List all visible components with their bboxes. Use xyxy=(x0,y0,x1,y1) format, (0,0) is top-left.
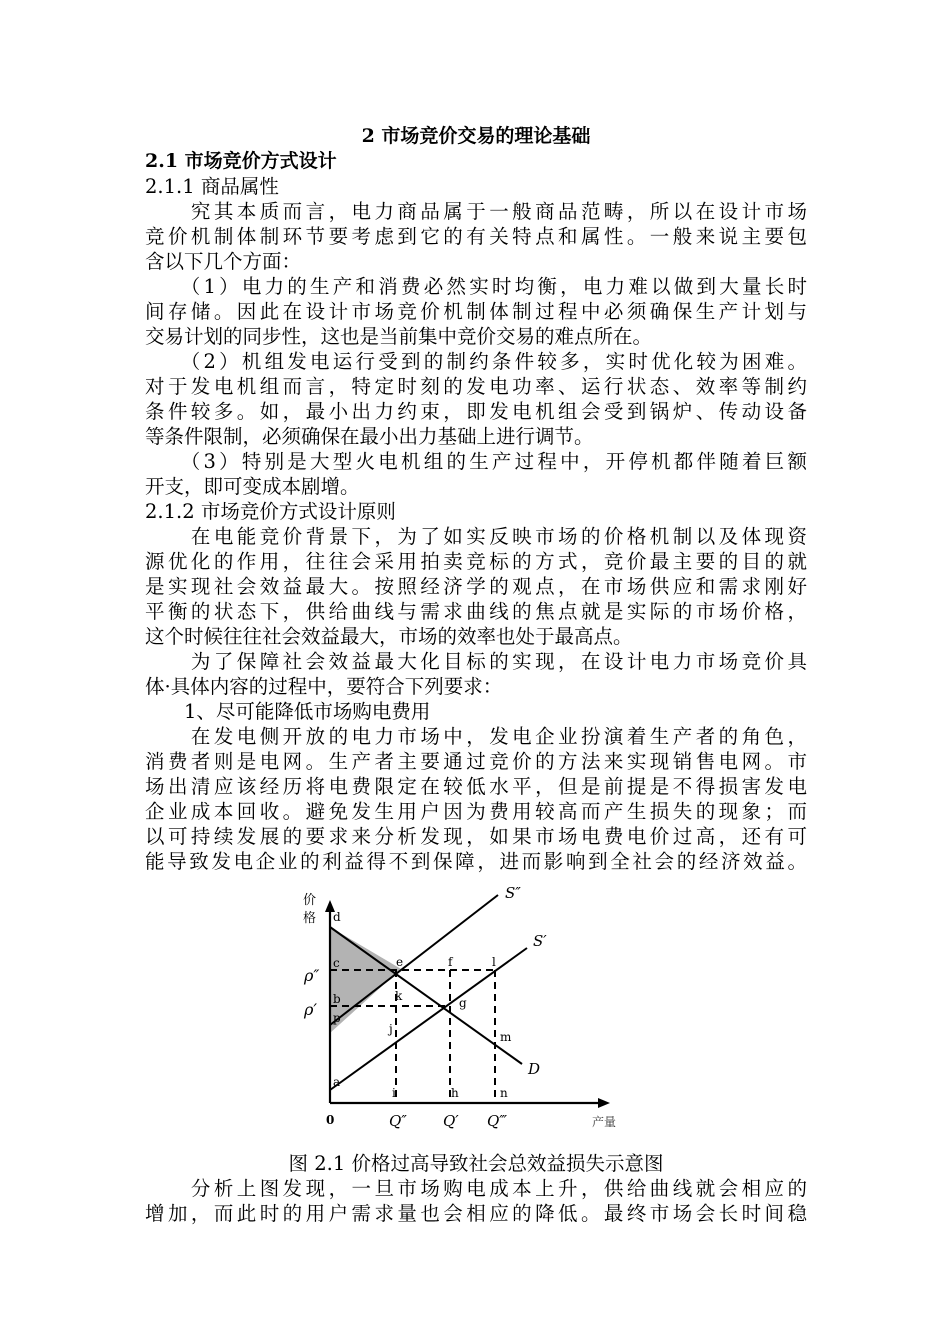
quantity-label-left: Q″ xyxy=(389,1112,407,1130)
paragraph-line: 平衡的状态下，供给曲线与需求曲线的焦点就是实际的市场价格， xyxy=(145,600,807,623)
paragraph-line: 场出清应该经历将电费限定在较低水平，但是前提是不得损害发电 xyxy=(145,775,807,798)
paragraph-line: 含以下几个方面： xyxy=(145,250,302,273)
list-item-line: 对于发电机组而言，特定时刻的发电功率、运行状态、效率等制约 xyxy=(145,375,807,398)
supply-demand-diagram xyxy=(300,880,640,1145)
paragraph-line: 源优化的作用，往往会采用拍卖竞标的方式，竞价最主要的目的就 xyxy=(145,550,807,573)
paragraph-line: 这个时候往往社会效益最大，市场的效率也处于最高点。 xyxy=(145,625,633,648)
paragraph-line: 为了保障社会效益最大化目标的实现，在设计电力市场竞价具 xyxy=(145,650,807,673)
list-item-line: （3）特别是大型火电机组的生产过程中，开停机都伴随着巨额 xyxy=(145,450,807,473)
chapter-heading: 2 市场竞价交易的理论基础 xyxy=(361,125,591,147)
paragraph-line: 究其本质而言，电力商品属于一般商品范畴，所以在设计市场 xyxy=(145,200,807,223)
paragraph-line: 能导致发电企业的利益得不到保障，进而影响到全社会的经济效益。 xyxy=(145,850,807,873)
point-label-j: j xyxy=(389,1022,393,1036)
price-label-low: ρ′ xyxy=(304,1000,318,1019)
paragraph-line: 竞价机制体制环节要考虑到它的有关特点和属性。一般来说主要包 xyxy=(145,225,807,248)
section-heading: 2.1 市场竞价方式设计 xyxy=(145,150,337,172)
paragraph-line: 体·具体内容的过程中，要符合下列要求： xyxy=(145,675,503,698)
list-item-line: 交易计划的同步性，这也是当前集中竞价交易的难点所在。 xyxy=(145,325,653,348)
figure-2-1 xyxy=(145,880,807,1145)
subsection-heading-2-1-1: 2.1.1 商品属性 xyxy=(145,175,279,198)
point-label-n: n xyxy=(500,1086,508,1100)
curve-label-s-double-prime: S″ xyxy=(505,884,521,902)
figure-caption: 图 2.1 价格过高导致社会总效益损失示意图 xyxy=(288,1152,664,1175)
quantity-label-mid: Q′ xyxy=(443,1112,459,1130)
x-axis-arrow-icon xyxy=(598,1098,610,1108)
list-item-line: （1）电力的生产和消费必然实时均衡，电力难以做到大量长时 xyxy=(145,275,807,298)
point-label-h: h xyxy=(451,1086,459,1100)
point-label-a: a xyxy=(333,1075,341,1089)
quantity-label-right: Q‴ xyxy=(487,1112,508,1130)
y-axis-label: 格 xyxy=(303,911,317,926)
paragraph-line: 是实现社会效益最大。按照经济学的观点，在市场供应和需求刚好 xyxy=(145,575,807,598)
point-label-c: c xyxy=(333,956,340,970)
paragraph-line: 企业成本回收。避免发生用户因为费用较高而产生损失的现象；而 xyxy=(145,800,807,823)
point-label-l: l xyxy=(492,955,496,969)
point-label-d: d xyxy=(333,910,341,924)
point-label-m: m xyxy=(500,1030,512,1044)
point-label-b: b xyxy=(333,992,341,1006)
y-axis-label: 价 xyxy=(303,893,317,908)
list-item-line: （2）机组发电运行受到的制约条件较多，实时优化较为困难。 xyxy=(145,350,807,373)
point-label-p: p xyxy=(333,1011,341,1025)
point-label-g: g xyxy=(459,996,467,1010)
paragraph-line: 增加，而此时的用户需求量也会相应的降低。最终市场会长时间稳 xyxy=(145,1202,807,1225)
paragraph-line: 以可持续发展的要求来分析发现，如果市场电费电价过高，还有可 xyxy=(145,825,807,848)
x-axis-label: 产量 xyxy=(592,1115,617,1129)
paragraph-line: 在发电侧开放的电力市场中，发电企业扮演着生产者的角色， xyxy=(145,725,807,748)
curve-label-s-prime: S′ xyxy=(533,932,547,950)
point-label-i: i xyxy=(392,1086,396,1100)
paragraph-line: 消费者则是电网。生产者主要通过竞价的方法来实现销售电网。市 xyxy=(145,750,807,773)
curve-label-d: D xyxy=(528,1060,541,1078)
list-item-line: 间存储。因此在设计市场竞价机制体制过程中必须确保生产计划与 xyxy=(145,300,807,323)
origin-label: 0 xyxy=(326,1113,335,1127)
list-item-line: 条件较多。如，最小出力约束，即发电机组会受到锅炉、传动设备 xyxy=(145,400,807,423)
requirement-item: 1、尽可能降低市场购电费用 xyxy=(145,700,431,723)
point-label-e: e xyxy=(396,955,404,969)
point-label-f: f xyxy=(448,955,453,969)
list-item-line: 开支，即可变成本剧增。 xyxy=(145,475,360,498)
paragraph-line: 分析上图发现，一旦市场购电成本上升，供给曲线就会相应的 xyxy=(145,1177,807,1200)
paragraph-line: 在电能竞价背景下，为了如实反映市场的价格机制以及体现资 xyxy=(145,525,807,548)
point-label-k: k xyxy=(395,989,403,1003)
price-label-high: ρ″ xyxy=(304,966,320,985)
subsection-heading-2-1-2: 2.1.2 市场竞价方式设计原则 xyxy=(145,500,396,523)
document-page xyxy=(145,124,807,1226)
list-item-line: 等条件限制，必须确保在最小出力基础上进行调节。 xyxy=(145,425,594,448)
